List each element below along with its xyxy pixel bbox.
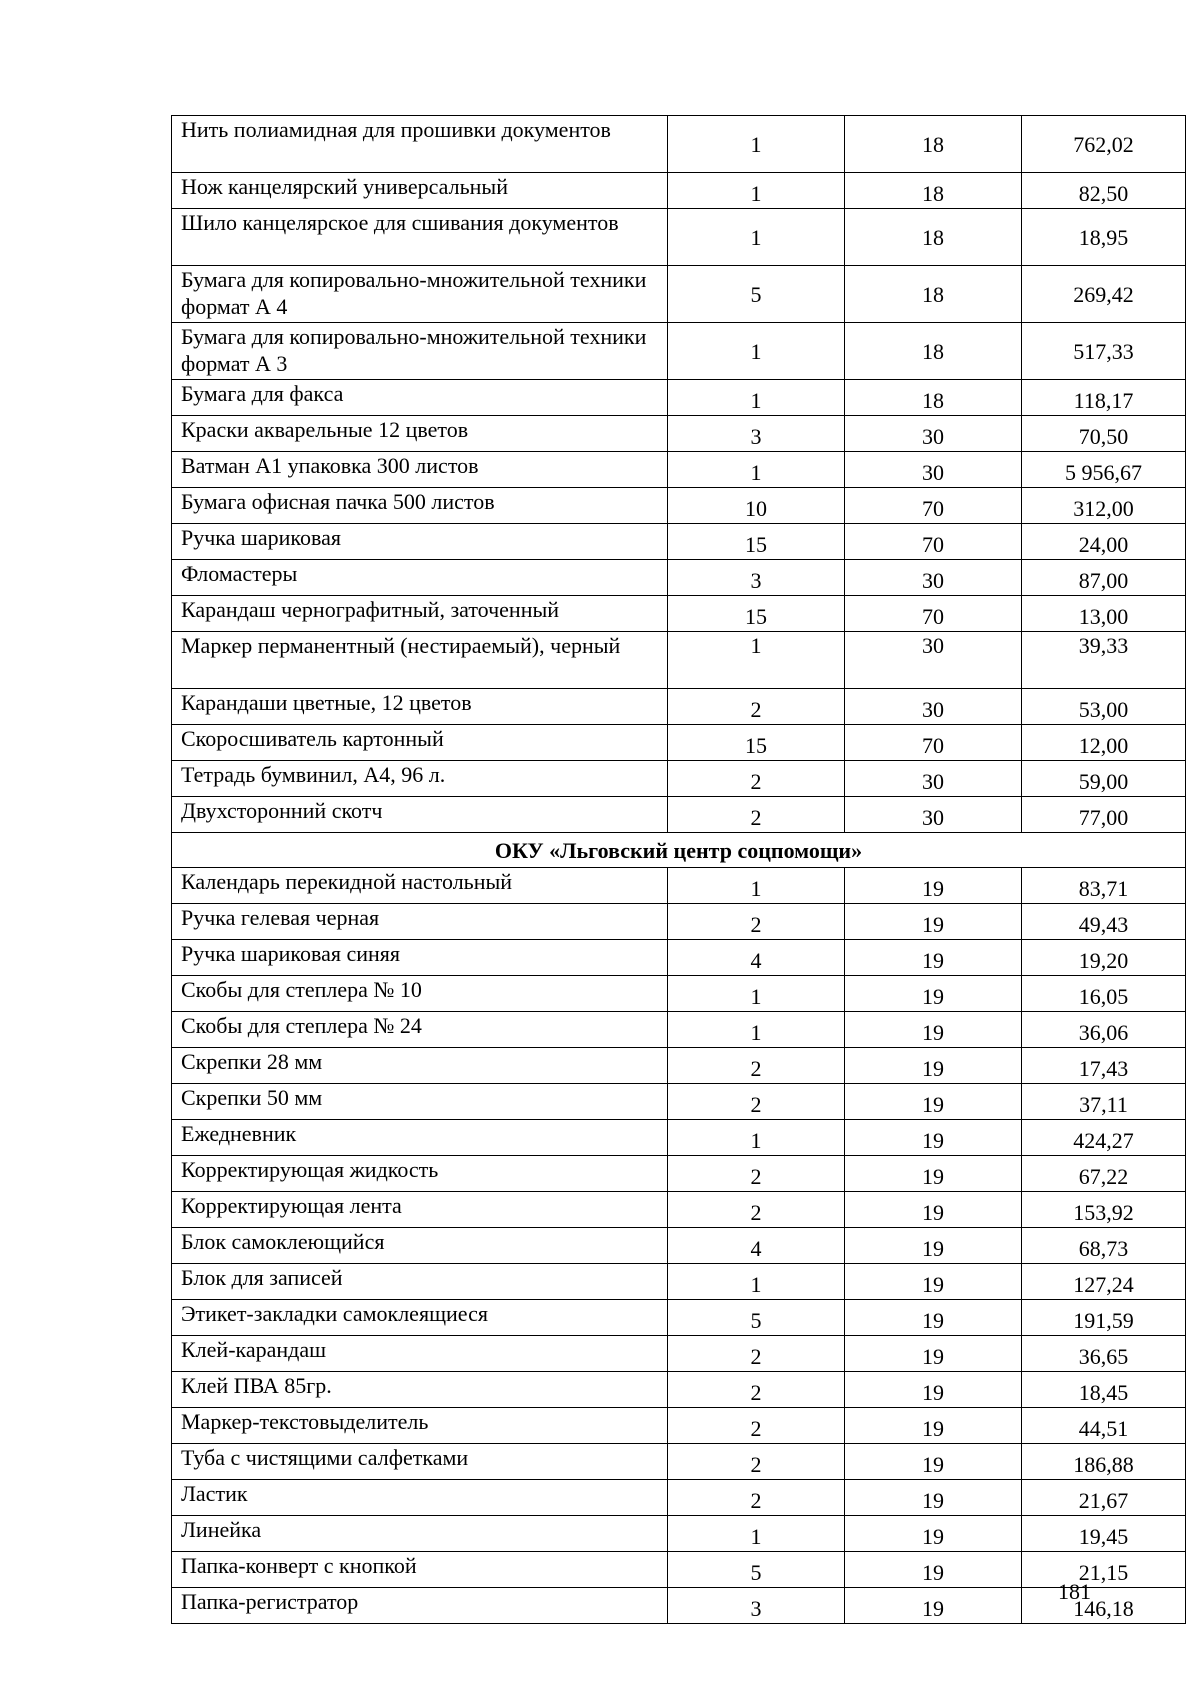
price-cell: 87,00	[1022, 560, 1186, 596]
table-row	[172, 904, 1186, 940]
table-row	[172, 1444, 1186, 1480]
item-name-cell: Папка-регистратор	[172, 1588, 668, 1624]
quantity-cell: 2	[668, 1192, 845, 1228]
item-name-cell: Скобы для степлера № 10	[172, 976, 668, 1012]
price-cell: 146,18	[1022, 1588, 1186, 1624]
quantity-cell: 2	[668, 1372, 845, 1408]
table-row	[172, 524, 1186, 560]
price-cell: 517,33	[1022, 323, 1186, 380]
table-row	[172, 1192, 1186, 1228]
term-cell: 30	[845, 452, 1022, 488]
term-cell: 19	[845, 1336, 1022, 1372]
price-cell: 312,00	[1022, 488, 1186, 524]
item-name-cell: Ежедневник	[172, 1120, 668, 1156]
price-cell: 39,33	[1022, 632, 1186, 689]
price-cell: 36,06	[1022, 1012, 1186, 1048]
term-cell: 18	[845, 116, 1022, 173]
table-row	[172, 452, 1186, 488]
supplies-table	[171, 115, 1186, 1624]
item-name-cell: Бумага для копировально-множительной техники формат А 4	[172, 266, 668, 323]
table-row	[172, 116, 1186, 173]
term-cell: 19	[845, 1156, 1022, 1192]
table-row	[172, 323, 1186, 380]
quantity-cell: 2	[668, 797, 845, 833]
table-row	[172, 1588, 1186, 1624]
quantity-cell: 2	[668, 1156, 845, 1192]
term-cell: 19	[845, 1048, 1022, 1084]
term-cell: 19	[845, 904, 1022, 940]
item-name-cell: Тетрадь бумвинил, А4, 96 л.	[172, 761, 668, 797]
price-cell: 191,59	[1022, 1300, 1186, 1336]
term-cell: 18	[845, 266, 1022, 323]
term-cell: 19	[845, 1480, 1022, 1516]
quantity-cell: 1	[668, 1012, 845, 1048]
price-cell: 269,42	[1022, 266, 1186, 323]
table-row	[172, 1336, 1186, 1372]
price-cell: 19,20	[1022, 940, 1186, 976]
item-name-cell: Туба с чистящими салфетками	[172, 1444, 668, 1480]
table-row	[172, 560, 1186, 596]
item-name-cell: Календарь перекидной настольный	[172, 868, 668, 904]
term-cell: 18	[845, 380, 1022, 416]
term-cell: 30	[845, 560, 1022, 596]
price-cell: 16,05	[1022, 976, 1186, 1012]
term-cell: 18	[845, 173, 1022, 209]
table-row	[172, 940, 1186, 976]
item-name-cell: Ручка шариковая	[172, 524, 668, 560]
table-section-b	[172, 868, 1186, 1624]
price-cell: 18,45	[1022, 1372, 1186, 1408]
price-cell: 77,00	[1022, 797, 1186, 833]
price-cell: 19,45	[1022, 1516, 1186, 1552]
price-cell: 59,00	[1022, 761, 1186, 797]
term-cell: 19	[845, 1192, 1022, 1228]
quantity-cell: 1	[668, 1516, 845, 1552]
item-name-cell: Карандаш чернографитный, заточенный	[172, 596, 668, 632]
quantity-cell: 1	[668, 116, 845, 173]
price-cell: 21,15	[1022, 1552, 1186, 1588]
table-row	[172, 1264, 1186, 1300]
item-name-cell: Двухсторонний скотч	[172, 797, 668, 833]
term-cell: 19	[845, 1264, 1022, 1300]
quantity-cell: 2	[668, 1048, 845, 1084]
section-header-row	[172, 833, 1186, 868]
quantity-cell: 3	[668, 416, 845, 452]
item-name-cell: Бумага для факса	[172, 380, 668, 416]
price-cell: 70,50	[1022, 416, 1186, 452]
price-cell: 67,22	[1022, 1156, 1186, 1192]
quantity-cell: 1	[668, 452, 845, 488]
table-row	[172, 209, 1186, 266]
term-cell: 19	[845, 1120, 1022, 1156]
term-cell: 19	[845, 1300, 1022, 1336]
item-name-cell: Ватман А1 упаковка 300 листов	[172, 452, 668, 488]
quantity-cell: 2	[668, 1444, 845, 1480]
table-row	[172, 1516, 1186, 1552]
item-name-cell: Маркер перманентный (нестираемый), черный	[172, 632, 668, 689]
price-cell: 186,88	[1022, 1444, 1186, 1480]
item-name-cell: Блок для записей	[172, 1264, 668, 1300]
quantity-cell: 2	[668, 761, 845, 797]
quantity-cell: 2	[668, 1336, 845, 1372]
item-name-cell: Нить полиамидная для прошивки документов	[172, 116, 668, 173]
quantity-cell: 2	[668, 1480, 845, 1516]
table-row	[172, 380, 1186, 416]
quantity-cell: 1	[668, 173, 845, 209]
price-cell: 53,00	[1022, 689, 1186, 725]
price-cell: 83,71	[1022, 868, 1186, 904]
item-name-cell: Нож канцелярский универсальный	[172, 173, 668, 209]
table-row	[172, 868, 1186, 904]
term-cell: 19	[845, 976, 1022, 1012]
table-row	[172, 1084, 1186, 1120]
table-section-header	[172, 833, 1186, 868]
term-cell: 19	[845, 1588, 1022, 1624]
quantity-cell: 1	[668, 1120, 845, 1156]
item-name-cell: Скрепки 50 мм	[172, 1084, 668, 1120]
quantity-cell: 2	[668, 689, 845, 725]
quantity-cell: 1	[668, 976, 845, 1012]
price-cell: 68,73	[1022, 1228, 1186, 1264]
table-row	[172, 1480, 1186, 1516]
item-name-cell: Бумага офисная пачка 500 листов	[172, 488, 668, 524]
price-cell: 5 956,67	[1022, 452, 1186, 488]
table-row	[172, 797, 1186, 833]
quantity-cell: 1	[668, 1264, 845, 1300]
table-row	[172, 689, 1186, 725]
table-row	[172, 266, 1186, 323]
item-name-cell: Ручка шариковая синяя	[172, 940, 668, 976]
term-cell: 19	[845, 1408, 1022, 1444]
price-cell: 82,50	[1022, 173, 1186, 209]
item-name-cell: Линейка	[172, 1516, 668, 1552]
item-name-cell: Маркер-текстовыделитель	[172, 1408, 668, 1444]
table-row	[172, 761, 1186, 797]
table-row	[172, 1048, 1186, 1084]
section-title: ОКУ «Льговский центр соцпомощи»	[172, 833, 1186, 868]
quantity-cell: 2	[668, 904, 845, 940]
item-name-cell: Фломастеры	[172, 560, 668, 596]
table-row	[172, 1552, 1186, 1588]
quantity-cell: 1	[668, 323, 845, 380]
quantity-cell: 5	[668, 1552, 845, 1588]
table-row	[172, 632, 1186, 689]
price-cell: 24,00	[1022, 524, 1186, 560]
quantity-cell: 4	[668, 1228, 845, 1264]
table-row	[172, 416, 1186, 452]
quantity-cell: 2	[668, 1408, 845, 1444]
item-name-cell: Ластик	[172, 1480, 668, 1516]
item-name-cell: Этикет-закладки самоклеящиеся	[172, 1300, 668, 1336]
table-row	[172, 1228, 1186, 1264]
quantity-cell: 3	[668, 1588, 845, 1624]
table-row	[172, 596, 1186, 632]
table-row	[172, 1156, 1186, 1192]
term-cell: 19	[845, 868, 1022, 904]
quantity-cell: 4	[668, 940, 845, 976]
term-cell: 19	[845, 1552, 1022, 1588]
term-cell: 18	[845, 209, 1022, 266]
item-name-cell: Карандаши цветные, 12 цветов	[172, 689, 668, 725]
term-cell: 30	[845, 689, 1022, 725]
item-name-cell: Корректирующая лента	[172, 1192, 668, 1228]
item-name-cell: Корректирующая жидкость	[172, 1156, 668, 1192]
quantity-cell: 5	[668, 266, 845, 323]
term-cell: 70	[845, 488, 1022, 524]
term-cell: 19	[845, 1516, 1022, 1552]
quantity-cell: 1	[668, 868, 845, 904]
term-cell: 19	[845, 940, 1022, 976]
term-cell: 70	[845, 524, 1022, 560]
item-name-cell: Клей-карандаш	[172, 1336, 668, 1372]
term-cell: 70	[845, 596, 1022, 632]
item-name-cell: Шило канцелярское для сшивания документов	[172, 209, 668, 266]
price-cell: 49,43	[1022, 904, 1186, 940]
quantity-cell: 3	[668, 560, 845, 596]
item-name-cell: Папка-конверт с кнопкой	[172, 1552, 668, 1588]
quantity-cell: 10	[668, 488, 845, 524]
price-cell: 37,11	[1022, 1084, 1186, 1120]
item-name-cell: Бумага для копировально-множительной техники формат А 3	[172, 323, 668, 380]
quantity-cell: 5	[668, 1300, 845, 1336]
table-row	[172, 725, 1186, 761]
table-row	[172, 1012, 1186, 1048]
item-name-cell: Краски акварельные 12 цветов	[172, 416, 668, 452]
quantity-cell: 1	[668, 632, 845, 689]
price-cell: 118,17	[1022, 380, 1186, 416]
term-cell: 19	[845, 1012, 1022, 1048]
price-cell: 17,43	[1022, 1048, 1186, 1084]
page-number: 181	[1058, 1579, 1091, 1604]
item-name-cell: Клей ПВА 85гр.	[172, 1372, 668, 1408]
price-cell: 18,95	[1022, 209, 1186, 266]
term-cell: 19	[845, 1372, 1022, 1408]
item-name-cell: Ручка гелевая черная	[172, 904, 668, 940]
term-cell: 19	[845, 1084, 1022, 1120]
price-cell: 13,00	[1022, 596, 1186, 632]
item-name-cell: Скрепки 28 мм	[172, 1048, 668, 1084]
price-cell: 44,51	[1022, 1408, 1186, 1444]
term-cell: 18	[845, 323, 1022, 380]
table-row	[172, 1408, 1186, 1444]
price-cell: 762,02	[1022, 116, 1186, 173]
quantity-cell: 1	[668, 380, 845, 416]
quantity-cell: 2	[668, 1084, 845, 1120]
quantity-cell: 15	[668, 725, 845, 761]
term-cell: 19	[845, 1444, 1022, 1480]
term-cell: 19	[845, 1228, 1022, 1264]
item-name-cell: Скобы для степлера № 24	[172, 1012, 668, 1048]
price-cell: 153,92	[1022, 1192, 1186, 1228]
table-section-a	[172, 116, 1186, 833]
item-name-cell: Скоросшиватель картонный	[172, 725, 668, 761]
table-row	[172, 1372, 1186, 1408]
quantity-cell: 1	[668, 209, 845, 266]
price-cell: 127,24	[1022, 1264, 1186, 1300]
term-cell: 30	[845, 416, 1022, 452]
table-row	[172, 976, 1186, 1012]
price-cell: 36,65	[1022, 1336, 1186, 1372]
price-cell: 12,00	[1022, 725, 1186, 761]
price-cell: 424,27	[1022, 1120, 1186, 1156]
quantity-cell: 15	[668, 524, 845, 560]
table-row	[172, 1300, 1186, 1336]
price-cell: 21,67	[1022, 1480, 1186, 1516]
term-cell: 30	[845, 761, 1022, 797]
table-row	[172, 173, 1186, 209]
term-cell: 30	[845, 797, 1022, 833]
term-cell: 30	[845, 632, 1022, 689]
item-name-cell: Блок самоклеющийся	[172, 1228, 668, 1264]
term-cell: 70	[845, 725, 1022, 761]
quantity-cell: 15	[668, 596, 845, 632]
table-row	[172, 1120, 1186, 1156]
table-row	[172, 488, 1186, 524]
